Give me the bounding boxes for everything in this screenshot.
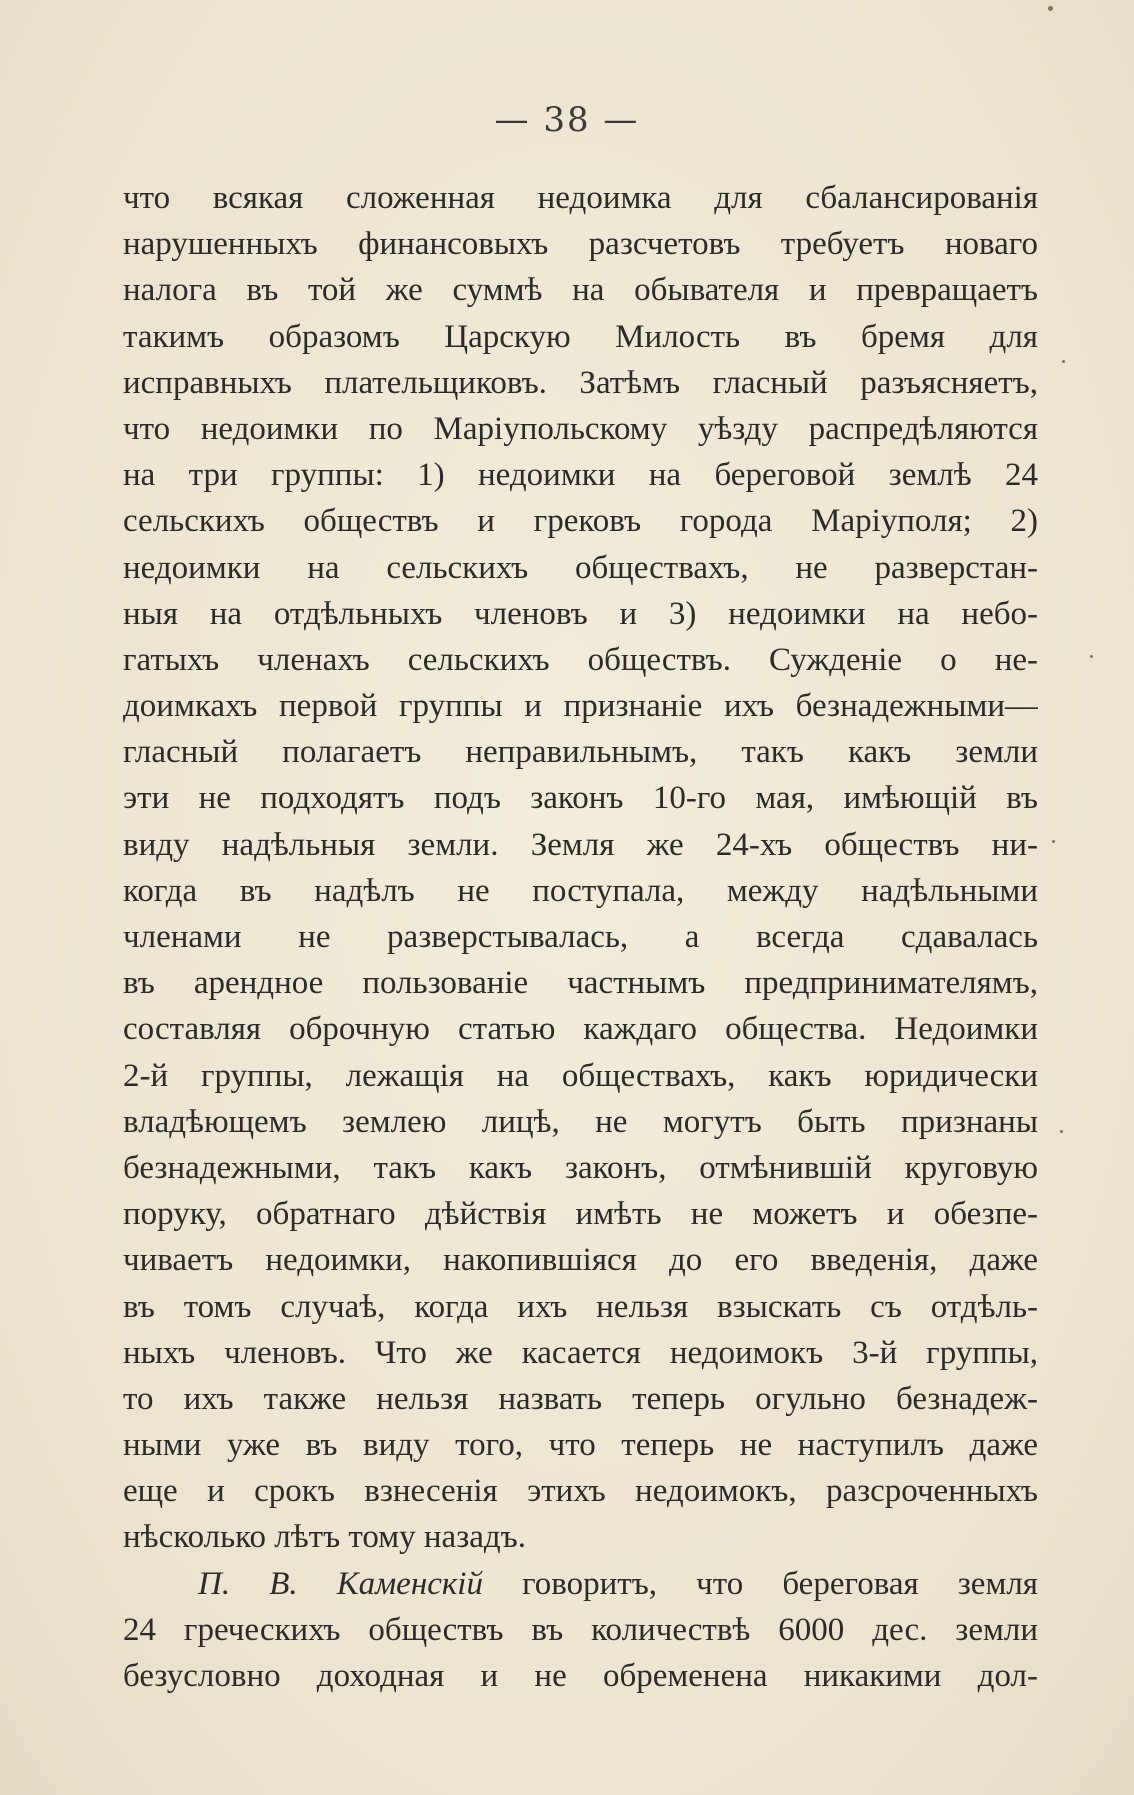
text-line: такимъ образомъ Царскую Милость въ бремя для: [123, 318, 1038, 355]
text-line: исправныхъ плательщиковъ. Затѣмъ гласный разъясняетъ,: [123, 364, 1038, 401]
text-line: что всякая сложенная недоимка для сбалансированія: [123, 180, 1038, 216]
text-line: гласный полагаетъ неправильнымъ, такъ какъ земли: [123, 734, 1038, 771]
paper-speck: [1060, 1130, 1063, 1133]
text-line: членами не разверстывалась, а всегда сдавалась: [123, 919, 1038, 955]
text-line: эти не подходятъ подъ законъ 10-го мая, имѣющій въ: [123, 780, 1038, 817]
text-line: составляя оброчную статью каждаго общества. Недоимки: [123, 1011, 1038, 1048]
text-line: виду надѣльныя земли. Земля же 24-хъ обществъ ни-: [123, 826, 1038, 863]
text-line: еще и срокъ взнесенія этихъ недоимокъ, разсроченныхъ: [123, 1473, 1038, 1510]
text-line: ныя на отдѣльныхъ членовъ и 3) недоимки на небо-: [123, 595, 1038, 632]
text-line: въ арендное пользованіе частнымъ предпринимателямъ,: [123, 965, 1038, 1002]
text-line: чиваетъ недоимки, накопившіяся до его введенія, даже: [123, 1242, 1038, 1279]
text-line: въ томъ случаѣ, когда ихъ нельзя взыскать съ отдѣль-: [123, 1288, 1038, 1325]
text-line: 24 греческихъ обществъ въ количествѣ 6000 дес. земли: [123, 1611, 1038, 1648]
text-line: нарушенныхъ финансовыхъ разсчетовъ требуетъ новаго: [123, 226, 1038, 263]
text-line: владѣющемъ землею лицѣ, не могутъ быть признаны: [123, 1103, 1038, 1140]
paragraph-start-line: [123, 1561, 1038, 1607]
text-line: гатыхъ членахъ сельскихъ обществъ. Сужденіе о не-: [123, 641, 1038, 678]
text-line: ными уже въ виду того, что теперь не наступилъ даже: [123, 1427, 1038, 1464]
paper-speck: [1062, 360, 1065, 363]
text-line: безнадежными, такъ какъ законъ, отмѣнившій круговую: [123, 1149, 1038, 1186]
text-line: то ихъ также нельзя назвать теперь огульно безнадеж-: [123, 1380, 1038, 1417]
text-line: недоимки на сельскихъ обществахъ, не разверстан-: [123, 549, 1038, 586]
text-line: доимкахъ первой группы и признаніе ихъ безнадежными—: [123, 688, 1038, 725]
paragraph-end-line: нѣсколько лѣтъ тому назадъ.: [123, 1519, 526, 1556]
text-line: на три группы: 1) недоимки на береговой землѣ 24: [123, 457, 1038, 494]
text-line: сельскихъ обществъ и грековъ города Маріуполя; 2): [123, 503, 1038, 540]
speaker-line-rest: говоритъ, что береговая земля: [522, 1565, 1038, 1602]
text-line: когда въ надѣлъ не поступала, между надѣльными: [123, 872, 1038, 909]
text-line: ныхъ членовъ. Что же касается недоимокъ 3-й группы,: [123, 1334, 1038, 1371]
paper-speck: [1052, 840, 1055, 843]
speaker-name: П. В. Каменскій: [198, 1565, 483, 1602]
text-line: 2-й группы, лежащія на обществахъ, какъ юридически: [123, 1057, 1038, 1094]
body-text: [123, 175, 1038, 1699]
paper-speck: [1048, 6, 1053, 11]
paper-speck: [1090, 655, 1093, 658]
text-line: поруку, обратнаго дѣйствія имѣть не можетъ и обезпе-: [123, 1196, 1038, 1233]
text-line: что недоимки по Маріупольскому уѣзду распредѣляются: [123, 410, 1038, 447]
text-line: безусловно доходная и не обременена никакими дол-: [123, 1658, 1038, 1694]
text-line: налога въ той же суммѣ на обывателя и превращаетъ: [123, 272, 1038, 309]
page-number: — 38 —: [494, 100, 640, 140]
